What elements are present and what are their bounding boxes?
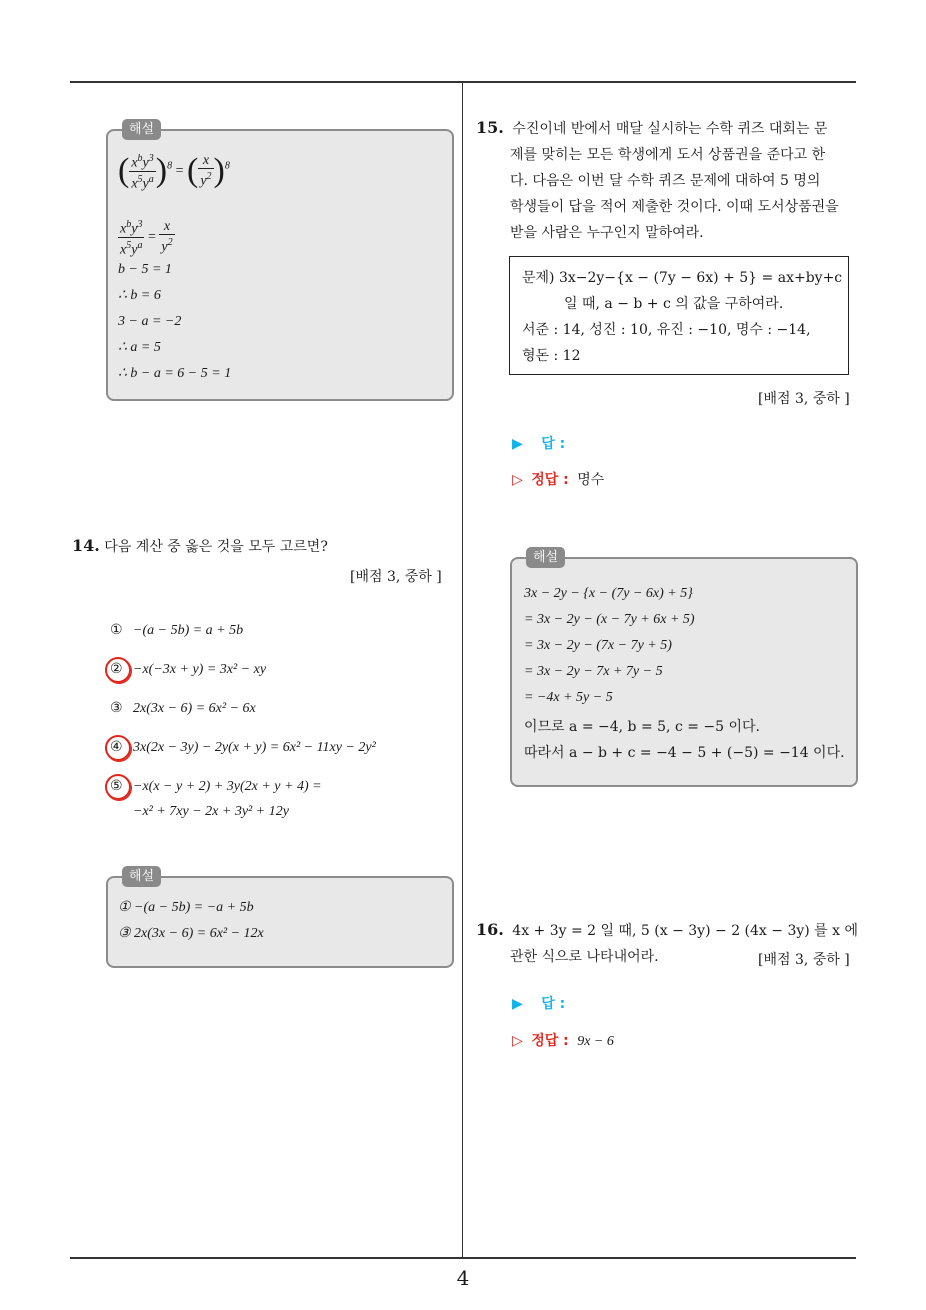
q15-score: [배점 3, 중하 ] bbox=[758, 391, 850, 407]
q13-solution-line: ∴ b = 6 bbox=[118, 288, 161, 303]
q14-solution-line: ① −(a − 5b) = −a + 5b bbox=[118, 900, 254, 915]
q15-box-line: 형돈 : 12 bbox=[522, 348, 581, 364]
column-divider bbox=[462, 82, 463, 1258]
correct-label: 정답 : bbox=[531, 1033, 569, 1049]
play-outline-icon: ▷ bbox=[512, 472, 523, 488]
q16-correct-row bbox=[512, 1030, 614, 1050]
q14-text: 다음 계산 중 옳은 것을 모두 고르면? bbox=[104, 539, 328, 555]
q15-solution-line: 3x − 2y − {x − (7y − 6x) + 5} bbox=[524, 586, 693, 601]
bottom-rule bbox=[70, 1257, 856, 1259]
choice-expr: −(a − 5b) = a + 5b bbox=[133, 623, 244, 638]
q15-problem-box bbox=[509, 256, 849, 375]
q15-text-line: 다. 다음은 이번 달 수학 퀴즈 문제에 대하여 5 명의 bbox=[510, 173, 821, 189]
q16-number: 16. bbox=[476, 920, 504, 939]
correct-value: 명수 bbox=[577, 472, 605, 488]
q14-choice-1[interactable] bbox=[110, 622, 243, 639]
q15-solution-line: = 3x − 2y − (7x − 7y + 5) bbox=[524, 638, 672, 653]
q15-answer-row bbox=[512, 433, 565, 453]
choice-expr: −x(−3x + y) = 3x² − xy bbox=[133, 662, 267, 677]
q14-solution-box bbox=[106, 869, 454, 968]
correct-label: 정답 : bbox=[531, 472, 569, 488]
q14-choice-2[interactable] bbox=[110, 661, 266, 678]
answer-label: 답 : bbox=[541, 436, 566, 452]
answer-label: 답 : bbox=[541, 996, 566, 1012]
choice-mark: ② bbox=[110, 661, 123, 677]
choice-mark: ⑤ bbox=[110, 778, 123, 794]
q15-correct-row bbox=[512, 469, 604, 489]
q15-text-line: 수진이네 반에서 매달 실시하는 수학 퀴즈 대회는 문 bbox=[512, 121, 828, 137]
q14-score: [배점 3, 중하 ] bbox=[350, 569, 442, 585]
q13-solution-eq2: $\frac{x^by^3}{x^5y^a}$ = $\frac{x}{y^2}$ bbox=[120, 219, 173, 258]
play-icon: ▶ bbox=[512, 996, 523, 1012]
q16-answer-row bbox=[512, 993, 565, 1013]
q14-solution-line: ③ 2x(3x − 6) = 6x² − 12x bbox=[118, 926, 264, 941]
q15-solution-line: = 3x − 2y − (x − 7y + 6x + 5) bbox=[524, 612, 695, 627]
page-number: 4 bbox=[456, 1266, 470, 1290]
top-rule bbox=[70, 81, 856, 83]
q14-choice-5-continued: −x² + 7xy − 2x + 3y² + 12y bbox=[133, 804, 289, 819]
q15-box-line: 일 때, a − b + c 의 값을 구하여라. bbox=[564, 296, 784, 312]
q15-number: 15. bbox=[476, 118, 504, 137]
q13-solution-line: ∴ b − a = 6 − 5 = 1 bbox=[118, 366, 232, 381]
q16-text-line: 4x + 3y = 2 일 때, 5 (x − 3y) − 2 (4x − 3y) 를 x 에 bbox=[512, 923, 859, 939]
q15-text-line: 학생들이 답을 적어 제출한 것이다. 이때 도서상품권을 bbox=[510, 199, 839, 215]
choice-mark: ④ bbox=[110, 739, 123, 755]
solution-tab: 해설 bbox=[122, 119, 161, 140]
q14-choice-4[interactable] bbox=[110, 739, 376, 756]
q16-text-line: 관한 식으로 나타내어라. bbox=[510, 949, 659, 965]
solution-tab: 해설 bbox=[122, 866, 161, 887]
q14-choice-3[interactable] bbox=[110, 700, 256, 717]
solution-tab: 해설 bbox=[526, 547, 565, 568]
q14-question bbox=[72, 533, 328, 560]
q13-solution-eq1: ( $\frac{x^by^3}{x^5y^a}$ )$^8$ = ( $\frac{x}{y^2}$ )$^8$ bbox=[118, 152, 230, 192]
q15-solution-line: = −4x + 5y − 5 bbox=[524, 690, 613, 705]
q15-solution-line: = 3x − 2y − 7x + 7y − 5 bbox=[524, 664, 663, 679]
q13-solution-line: 3 − a = −2 bbox=[118, 314, 182, 329]
q15-solution-line: 이므로 a = −4, b = 5, c = −5 이다. bbox=[524, 719, 760, 735]
choice-expr: 3x(2x − 3y) − 2y(x + y) = 6x² − 11xy − 2y² bbox=[133, 740, 376, 755]
q15-text-line: 받을 사람은 누구인지 말하여라. bbox=[510, 225, 704, 241]
play-icon: ▶ bbox=[512, 436, 523, 452]
q13-solution-line: b − 5 = 1 bbox=[118, 262, 172, 277]
choice-expr: 2x(3x − 6) = 6x² − 6x bbox=[133, 701, 256, 716]
q16-score: [배점 3, 중하 ] bbox=[758, 952, 850, 968]
play-outline-icon: ▷ bbox=[512, 1033, 523, 1049]
q15-solution-box bbox=[510, 550, 858, 787]
choice-expr: −x(x − y + 2) + 3y(2x + y + 4) = bbox=[133, 779, 322, 794]
q13-solution-line: ∴ a = 5 bbox=[118, 340, 161, 355]
q15-box-line: 서준 : 14, 성진 : 10, 유진 : −10, 명수 : −14, bbox=[522, 322, 811, 338]
q15-text-line: 제를 맞히는 모든 학생에게 도서 상품권을 준다고 한 bbox=[510, 147, 826, 163]
choice-mark: ③ bbox=[110, 700, 123, 716]
q13-solution-box bbox=[106, 122, 454, 401]
q14-number: 14. bbox=[72, 536, 100, 555]
q15-question bbox=[476, 115, 860, 246]
correct-value: 9x − 6 bbox=[577, 1034, 614, 1049]
q15-box-line: 문제) 3x−2y−{x − (7y − 6x) + 5} = ax+by+c bbox=[522, 270, 843, 286]
choice-mark: ① bbox=[110, 622, 123, 638]
q14-choice-5[interactable] bbox=[110, 778, 322, 795]
q15-solution-line: 따라서 a − b + c = −4 − 5 + (−5) = −14 이다. bbox=[524, 745, 845, 761]
